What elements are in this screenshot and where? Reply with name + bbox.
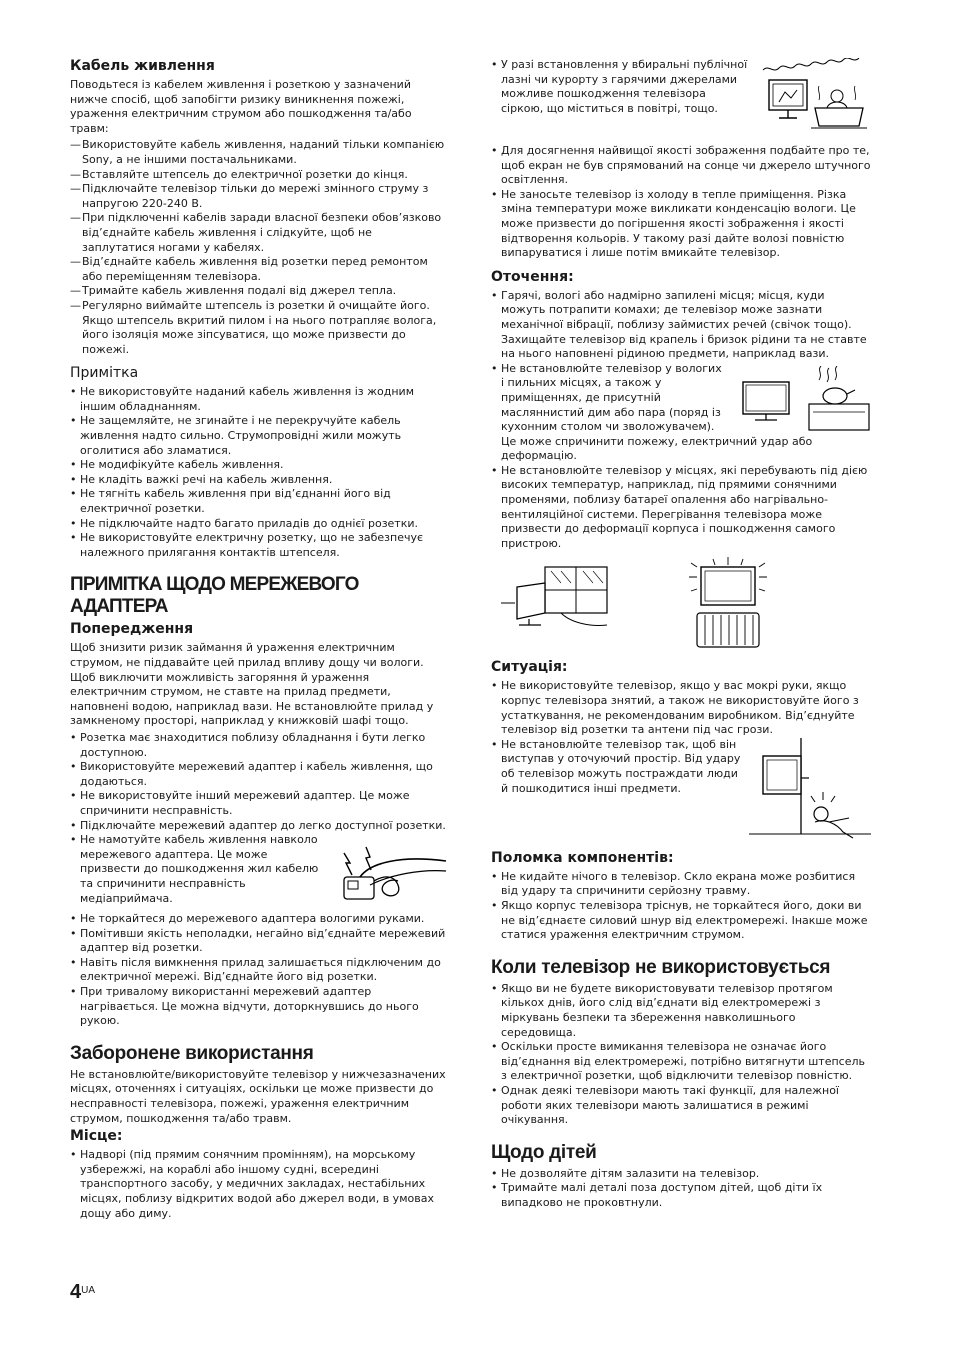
list-item: • Не підключайте надто багато приладів до однієї розетки. [70, 517, 448, 532]
radiator-illustration [683, 557, 773, 649]
adapter-wrap-list [70, 833, 448, 906]
list-item: • Якщо корпус телевізора тріснув, не торкайтеся його, доки ви не від’єднаєте силовий шнур від електромережі. Інакше може статися ураження електричним струмом. [491, 899, 871, 943]
note-list [70, 385, 448, 560]
list-item: • Не намотуйте кабель живлення навколо мережевого адаптера. Це може призвести до пошкодження жил кабелю та спричинити несправність медіаприймача. [70, 833, 448, 906]
list-item: • Не защемляйте, не згинайте і не перекручуйте кабель живлення надто сильно. Струмопровідні жили можуть оголитися або зламатися. [70, 414, 448, 458]
prohibited-heading: Заборонене використання [70, 1042, 314, 1064]
environment-list-wrap [491, 362, 871, 464]
prohibited-text: Не встановлюйте/використовуйте телевізор у нижчезазначених місцях, оточеннях і ситуаціях, оскільки це може призвести до несправності телевізора, пожежі, ураження електричним струмом, пошкодження та/або травм. [70, 1067, 446, 1125]
list-item: • Надворі (під прямим сонячним промінням), на морському узбережжі, на кораблі або іншому судні, всередині транспортного засобу, у медичних закладах, нестабільних місцях, поблизу відкритих водой або джерел води, в умовах дощу або диму. [70, 1148, 448, 1221]
page-number-value: 4 [70, 1281, 82, 1303]
power-cable-list [70, 138, 448, 357]
list-item: • Не встановлюйте телевізор так, щоб він виступав у оточуючий простір. Від удару об телевізор можуть постраждати люди й пошкодитися інші предмети. [491, 738, 871, 796]
list-item: • Не використовуйте електричну розетку, що не забезпечує належного прилягання контактів штепселя. [70, 531, 448, 560]
environment-heading: Оточення: [491, 268, 574, 285]
list-item: • Не торкайтеся до мережевого адаптера вологими руками. [70, 912, 448, 927]
list-item: • Якщо ви не будете використовувати телевізор протягом кількох днів, його слід від’єднати від електромережі з міркувань безпеки та збереження навколишнього середовища. [491, 982, 871, 1040]
warning-text: Щоб знизити ризик займання й ураження електричним струмом, не піддавайте цей прилад впливу дощу чи вологи. Щоб виключити можливість загоряння й ураження електричним струмом, не ставте на прилад предмети, наповнені водою, наприклад вази. Не встановлюйте прилад у замкненому просторі, наприклад у книжковій шафі тощо. [70, 641, 434, 728]
list-item: • Не кладіть важкі речі на кабель живлення. [70, 473, 448, 488]
list-item: — Вставляйте штепсель до електричної розетки до кінця. [70, 168, 448, 183]
place-list-continued [491, 58, 871, 116]
list-item: • При тривалому використанні мережевий адаптер нагрівається. Це можна відчути, доторкнувшись до нього рукою. [70, 985, 448, 1029]
place-list-more [491, 144, 871, 261]
list-item: • Оскільки просте вимикання телевізора не означає його від’єднання від електромережі, потрібно витягнути штепсель з електричної розетки, щоб відключити телевізор повністю. [491, 1040, 871, 1084]
situation-heading: Ситуація: [491, 659, 568, 676]
note-heading: Примітка [70, 365, 139, 382]
list-item: • Не дозволяйте дітям залазити на телевізор. [491, 1167, 871, 1182]
not-in-use-heading: Коли телевізор не використовується [491, 956, 831, 978]
sunlight-window-illustration [501, 563, 611, 631]
environment-list-more [491, 464, 871, 552]
children-list [491, 1167, 871, 1211]
list-item: • Не модифікуйте кабель живлення. [70, 458, 448, 473]
list-item: • У разі встановлення у вбиральні публічної лазні чи курорту з гарячими джерелами можливе пошкодження телевізора сіркою, що міститься в повітрі, тощо. [491, 58, 871, 116]
list-item: • Гарячі, вологі або надмірно запилені місця; місця, куди можуть потрапити комахи; де телевізор може зазнати механічної вібрації, поблизу займистих речей (свічок тощо). Захищайте телевізор від крапель і бризок рідини та не ставте на нього наповнені рідиною предмети, наприклад вази. [491, 289, 871, 362]
power-cable-heading: Кабель живлення [70, 58, 215, 74]
situation-list [491, 679, 871, 737]
list-item: • Не кидайте нічого в телевізор. Скло екрана може розбитися від удару та спричинити серйозну травму. [491, 870, 871, 899]
list-item: • Навіть після вимкнення прилад залишається підключеним до електричної мережі. Від’єднайте його від розетки. [70, 956, 448, 985]
not-in-use-list [491, 982, 871, 1128]
list-item: • Не встановлюйте телевізор у місцях, які перебувають під дією високих температур, наприклад, під прямими сонячними променями, поблизу батареї опалення або нагрівально-вентиляційної системи. Перегрівання телевізора може призвести до деформації корпуса і пошкодження самого пристрою. [491, 464, 871, 552]
list-item: — Від’єднайте кабель живлення від розетки перед ремонтом або переміщенням телевізора. [70, 255, 448, 284]
children-heading: Щодо дітей [491, 1141, 597, 1163]
list-item: • Не тягніть кабель живлення при від’єднанні його від електричної розетки. [70, 487, 448, 516]
page-number [70, 1281, 95, 1304]
broken-heading: Поломка компонентів: [491, 849, 674, 866]
list-item: • Використовуйте мережевий адаптер і кабель живлення, що додаються. [70, 760, 448, 789]
adapter-list-a [70, 731, 448, 833]
page-number-suffix: UA [81, 1285, 96, 1296]
list-item: • Підключайте мережевий адаптер до легко доступної розетки. [70, 819, 448, 834]
list-item: — Тримайте кабель живлення подалі від джерел тепла. [70, 284, 448, 299]
list-item: • Розетка має знаходитися поблизу обладнання і бути легко доступною. [70, 731, 448, 760]
list-item: — При підключенні кабелів заради власної безпеки обов’язково від’єднайте кабель живлення і слідкуйте, щоб не заплутатися ногами у кабелях. [70, 211, 448, 255]
list-item: • Не заносьте телевізор із холоду в тепле приміщення. Різка зміна температури може викликати конденсацію вологи. Це може призвести до погіршення якості зображення і якості відтворення кольорів. У такому разі дайте волозі повністю випаруватися і лише потім вмикайте телевізор. [491, 188, 871, 261]
place-heading: Місце: [70, 1128, 123, 1145]
situation-list-wrap [491, 738, 871, 796]
environment-list [491, 289, 871, 362]
list-item: — Підключайте телевізор тільки до мережі змінного струму з напругою 220-240 В. [70, 182, 448, 211]
list-item: • Тримайте малі деталі поза доступом дітей, щоб діти їх випадково не проковтнули. [491, 1181, 871, 1210]
warning-heading: Попередження [70, 621, 194, 638]
right-column [491, 58, 871, 1219]
list-item: • Не використовуйте інший мережевий адаптер. Це може спричинити несправність. [70, 789, 448, 818]
left-column [70, 58, 448, 1229]
list-item: • Не використовуйте телевізор, якщо у вас мокрі руки, якщо корпус телевізора знятий, а також не використовуйте його з устаткування, не рекомендованим виробником. Від’єднуйте телевізор від розетки та антени під час грози. [491, 679, 871, 737]
heat-illustrations [491, 557, 871, 653]
adapter-list-b [70, 912, 448, 1029]
adapter-heading: ПРИМІТКА ЩОДО МЕРЕЖЕВОГО АДАПТЕРА [70, 574, 359, 618]
list-item: • Однак деякі телевізори мають такі функції, для належної роботи яких телевізори мають залишатися в режимі очікування. [491, 1084, 871, 1128]
list-item: • Для досягнення найвищої якості зображення подбайте про те, щоб екран не був спрямований на сонце чи джерело штучного освітлення. [491, 144, 871, 188]
power-cable-intro: Поводьтеся із кабелем живлення і розеткою у зазначений нижче спосіб, щоб запобігти ризику виникнення пожежі, ураження електричним струмом або пошкодження та/або травм: [70, 78, 412, 135]
list-item: • Помітивши якість неполадки, негайно від’єднайте мережевий адаптер від розетки. [70, 927, 448, 956]
list-item: • Не використовуйте наданий кабель живлення із жодним іншим обладнанням. [70, 385, 448, 414]
list-item: • Не встановлюйте телевізор у вологих і пильних місцях, а також у приміщеннях, де присутній масляннистий дим або пара (поряд із кухонним столом чи зволожувачем). Це може спричинити пожежу, електричний удар або деформацію. [491, 362, 871, 464]
list-item: — Регулярно виймайте штепсель із розетки й очищайте його. Якщо штепсель вкритий пилом і на нього потрапляє волога, його ізоляція може зіпсуватися, що може призвести до пожежі. [70, 299, 448, 357]
broken-list [491, 870, 871, 943]
list-item: — Використовуйте кабель живлення, наданий тільки компанією Sony, а не іншими постачальниками. [70, 138, 448, 167]
place-list [70, 1148, 448, 1221]
